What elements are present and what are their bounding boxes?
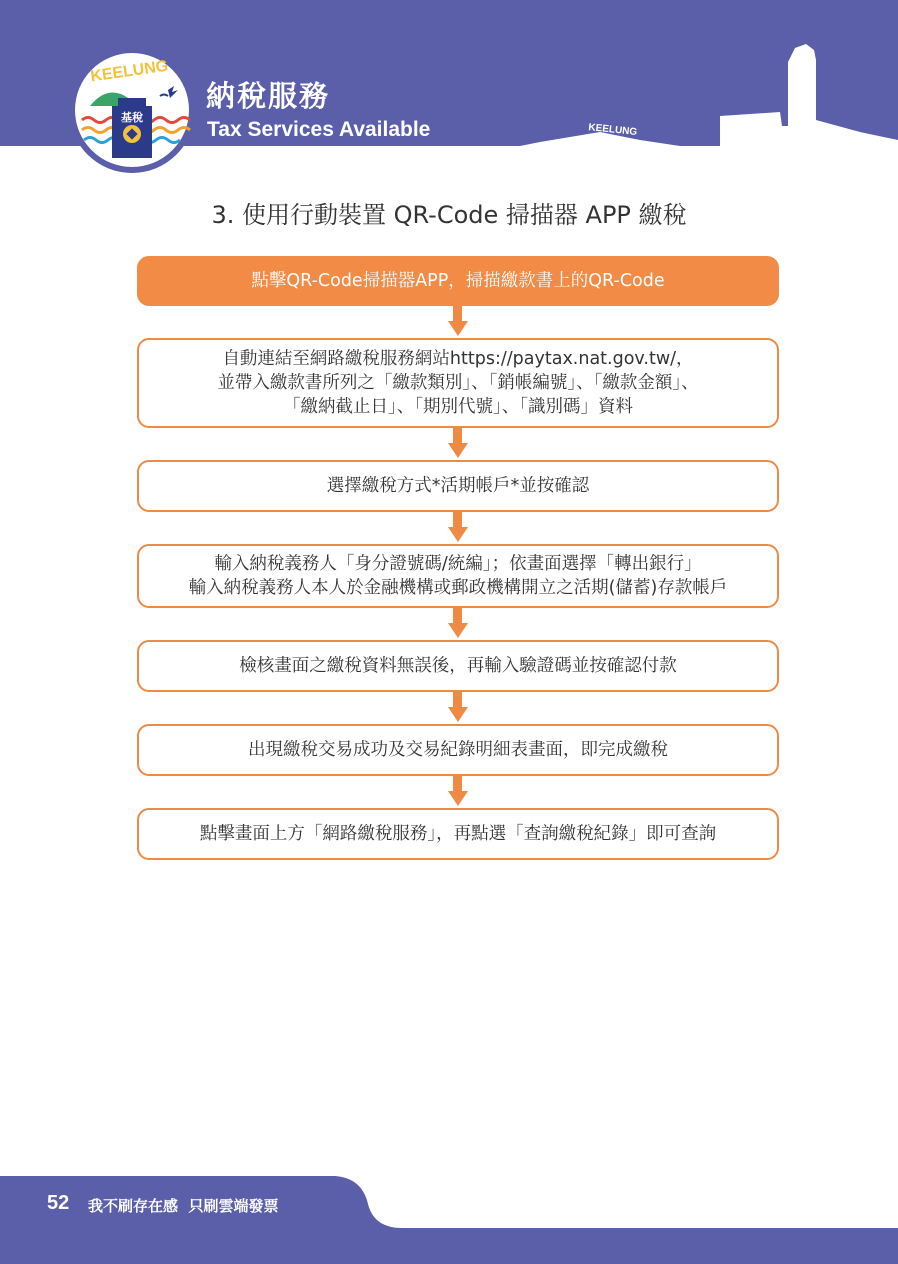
footer-band	[0, 1170, 898, 1264]
keelung-tax-logo-icon	[68, 46, 196, 174]
flow-arrow-icon	[137, 692, 779, 724]
flow-arrow-icon	[137, 306, 779, 338]
logo-badge-text: 基稅	[121, 111, 143, 124]
payment-flowchart	[137, 256, 779, 860]
flow-step-7-line-1: 點擊畫面上方「網路繳稅服務」，再點選「查詢繳稅紀錄」即可查詢	[199, 824, 717, 844]
header-title-zh: 納稅服務	[206, 79, 331, 113]
flow-arrow-icon	[137, 776, 779, 808]
flow-step-6-line-1: 出現繳稅交易成功及交易紀錄明細表畫面，即完成繳稅	[248, 740, 668, 760]
flow-arrow-icon	[137, 512, 779, 544]
flow-step-4	[137, 544, 779, 608]
skyline-city-label: KEELUNG	[587, 122, 638, 139]
flow-step-3-line-1: 選擇繳稅方式*活期帳戶*並按確認	[326, 476, 590, 496]
flow-step-4-line-1: 輸入納稅義務人「身分證號碼/統編」；依畫面選擇「轉出銀行」	[214, 554, 702, 574]
flow-step-2-line-3: 「繳納截止日」、「期別代號」、「識別碼」資料	[283, 397, 633, 417]
flow-step-7	[137, 808, 779, 860]
header-title-en: Tax Services Available	[207, 118, 431, 141]
logo-ring-text: KEELUNG	[89, 57, 170, 86]
section-title: 3. 使用行動裝置 QR-Code 掃描器 APP 繳稅	[211, 201, 687, 229]
flow-step-4-line-2: 輸入納稅義務人本人於金融機構或郵政機構開立之活期(儲蓄)存款帳戶	[188, 578, 728, 598]
footer-slogan: 我不刷存在感 只刷雲端發票	[88, 1197, 279, 1215]
flow-step-5-line-1: 檢核畫面之繳稅資料無誤後，再輸入驗證碼並按確認付款	[239, 656, 677, 676]
flow-arrow-icon	[137, 428, 779, 460]
page-number: 52	[47, 1192, 70, 1214]
flow-step-3	[137, 460, 779, 512]
flow-step-1-line-1: 點擊QR-Code掃描器APP，掃描繳款書上的QR-Code	[251, 271, 665, 291]
flow-step-1	[137, 256, 779, 306]
flow-arrow-icon	[137, 608, 779, 640]
flow-step-2-line-2: 並帶入繳款書所列之「繳款類別」、「銷帳編號」、「繳款金額」、	[217, 373, 699, 393]
flow-step-2-line-1: 自動連結至網路繳稅服務網站https://paytax.nat.gov.tw/，	[222, 349, 694, 369]
flow-step-5	[137, 640, 779, 692]
flow-step-6	[137, 724, 779, 776]
flow-step-2	[137, 338, 779, 428]
